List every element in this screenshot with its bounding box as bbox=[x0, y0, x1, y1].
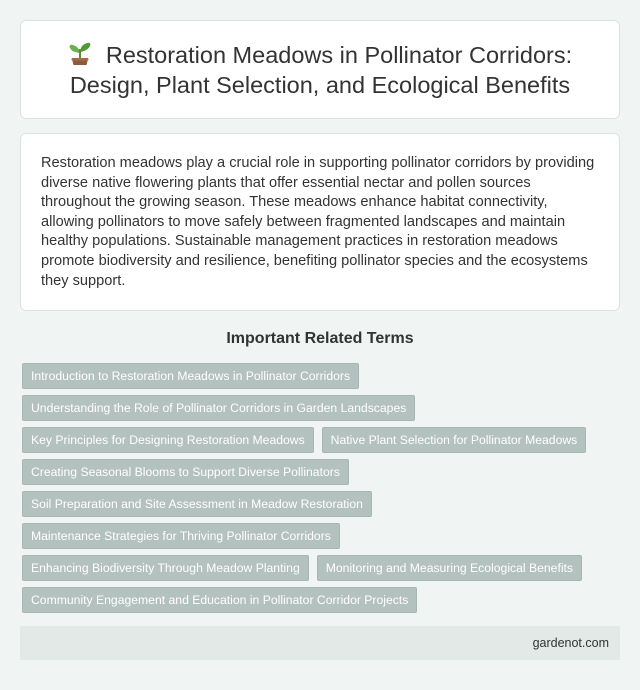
title-card bbox=[20, 20, 620, 119]
term-tag-understanding-role[interactable]: Understanding the Role of Pollinator Corridors in Garden Landscapes bbox=[22, 395, 415, 421]
term-tag-soil-preparation[interactable]: Soil Preparation and Site Assessment in Meadow Restoration bbox=[22, 491, 372, 517]
terms-row bbox=[22, 459, 622, 485]
terms-row bbox=[22, 523, 622, 549]
footer bbox=[20, 626, 620, 660]
terms-row bbox=[22, 363, 622, 389]
terms-row bbox=[22, 427, 622, 453]
sprout-icon bbox=[68, 40, 92, 66]
terms-row bbox=[22, 491, 622, 517]
page-title-text: Restoration Meadows in Pollinator Corridors: Design, Plant Selection, and Ecological Benefits bbox=[69, 41, 573, 98]
terms-row bbox=[22, 395, 622, 421]
related-terms-list bbox=[22, 363, 622, 619]
term-tag-community-engagement[interactable]: Community Engagement and Education in Pollinator Corridor Projects bbox=[22, 587, 417, 613]
term-tag-introduction[interactable]: Introduction to Restoration Meadows in Pollinator Corridors bbox=[22, 363, 359, 389]
page-title bbox=[45, 40, 595, 100]
intro-paragraph: Restoration meadows play a crucial role in supporting pollinator corridors by providing diverse native flowering plants that offer essential nectar and pollen sources throughout the growing season. These meadows enhance habitat connectivity, allowing pollinators to move safely between fragmented landscapes and maintain healthy populations. Sustainable management practices in restoration meadows promote biodiversity and resilience, benefiting pollinator species and the ecosystems they support. bbox=[41, 155, 595, 289]
terms-row bbox=[22, 555, 622, 581]
footer-site-name: gardenot.com bbox=[532, 636, 609, 650]
term-tag-maintenance-strategies[interactable]: Maintenance Strategies for Thriving Pollinator Corridors bbox=[22, 523, 340, 549]
term-tag-monitoring-benefits[interactable]: Monitoring and Measuring Ecological Benefits bbox=[317, 555, 582, 581]
terms-row bbox=[22, 587, 622, 613]
related-terms-heading: Important Related Terms bbox=[226, 330, 414, 347]
intro-card bbox=[20, 133, 620, 311]
term-tag-enhancing-biodiversity[interactable]: Enhancing Biodiversity Through Meadow Planting bbox=[22, 555, 309, 581]
term-tag-native-plant-selection[interactable]: Native Plant Selection for Pollinator Meadows bbox=[322, 427, 587, 453]
term-tag-key-principles[interactable]: Key Principles for Designing Restoration Meadows bbox=[22, 427, 314, 453]
term-tag-seasonal-blooms[interactable]: Creating Seasonal Blooms to Support Diverse Pollinators bbox=[22, 459, 349, 485]
